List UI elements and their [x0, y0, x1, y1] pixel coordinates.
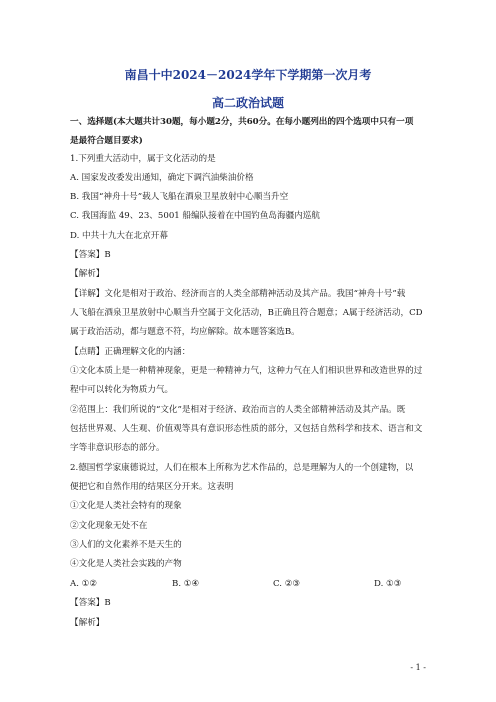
question-1-tip-label: 【点睛】正确理解文化的内涵： — [70, 347, 191, 357]
section-heading: 一、选择题(本大题共计30题，每小题2分，共60分。在每小题列出的四个选项中只有一项 — [70, 117, 414, 127]
question-2-statement: ④文化是人类社会实践的产物 — [70, 559, 182, 569]
question-1-stem: 1.下列重大活动中，属于文化活动的是 — [70, 154, 216, 164]
question-2-option-b: B. ①④ — [172, 579, 200, 589]
question-2-option-a: A. ①② — [70, 579, 98, 589]
question-1-analysis-label: 【解析】 — [70, 269, 105, 279]
question-2-statement: ①文化是人类社会特有的现象 — [70, 501, 182, 511]
question-1-tip: ①文化本质上是一种精神现象，更是一种精神力气，这种力气在人们相识世界和改造世界的过 — [70, 366, 423, 376]
page-number: - 1 - — [410, 663, 426, 672]
question-1-option-a: A. 国家发改委发出通知，确定下调汽油柴油价格 — [70, 173, 254, 183]
question-1-tip: 包括世界观、人生观、价值观等具有意识形态性质的部分，又包括自然科学和技术、语言和文 — [70, 424, 423, 434]
question-2-stem: 便把它和自然作用的结果区分开来。这表明 — [70, 482, 234, 492]
question-2-option-d: D. ①③ — [374, 579, 402, 589]
question-1-option-d: D. 中共十九大在北京开幕 — [70, 231, 168, 241]
question-1-option-c: C. 我国海监 49、23、5001 船编队接着在中国钓鱼岛海疆内巡航 — [70, 211, 321, 221]
question-1-tip: ②范围上：我们所说的“文化”是相对于经济、政治而言的人类全部精神活动及其产品。既 — [70, 405, 406, 415]
exam-title: 南昌十中2024－2024学年下学期第一次月考 — [124, 68, 372, 82]
question-1-tip: 字等非意识形态的部分。 — [70, 443, 165, 453]
exam-subtitle: 高二政治试题 — [211, 96, 284, 110]
question-2-answer: 【答案】B — [70, 598, 111, 608]
question-1-option-b: B. 我国“神舟十号”载人飞船在酒泉卫星放射中心顺当升空 — [70, 192, 289, 202]
question-2-statement: ②文化现象无处不在 — [70, 521, 148, 531]
question-1-detail: 【详解】文化是相对于政治、经济而言的人类全部精神活动及其产品。我国“神舟十号”载 — [70, 289, 406, 299]
question-1-detail: 人飞船在酒泉卫星放射中心顺当升空属于文化活动，B正确且符合题意；A属于经济活动，CD — [70, 308, 423, 318]
section-heading-cont: 是最符合题目要求) — [70, 136, 143, 146]
question-1-answer: 【答案】B — [70, 250, 111, 260]
question-1-detail: 属于政治活动，都与题意不符，均应解除。故本题答案选B。 — [70, 327, 300, 337]
question-1-tip: 程中可以转化为物质力气。 — [70, 385, 174, 395]
question-2-statement: ③人们的文化素养不是天生的 — [70, 540, 182, 550]
question-2-option-c: C. ②③ — [273, 579, 301, 589]
question-2-stem: 2.德国哲学家康德说过，人们在根本上所称为艺术作品的，总是理解为人的一个创建物，以 — [70, 463, 414, 473]
question-2-analysis-label: 【解析】 — [70, 618, 105, 628]
